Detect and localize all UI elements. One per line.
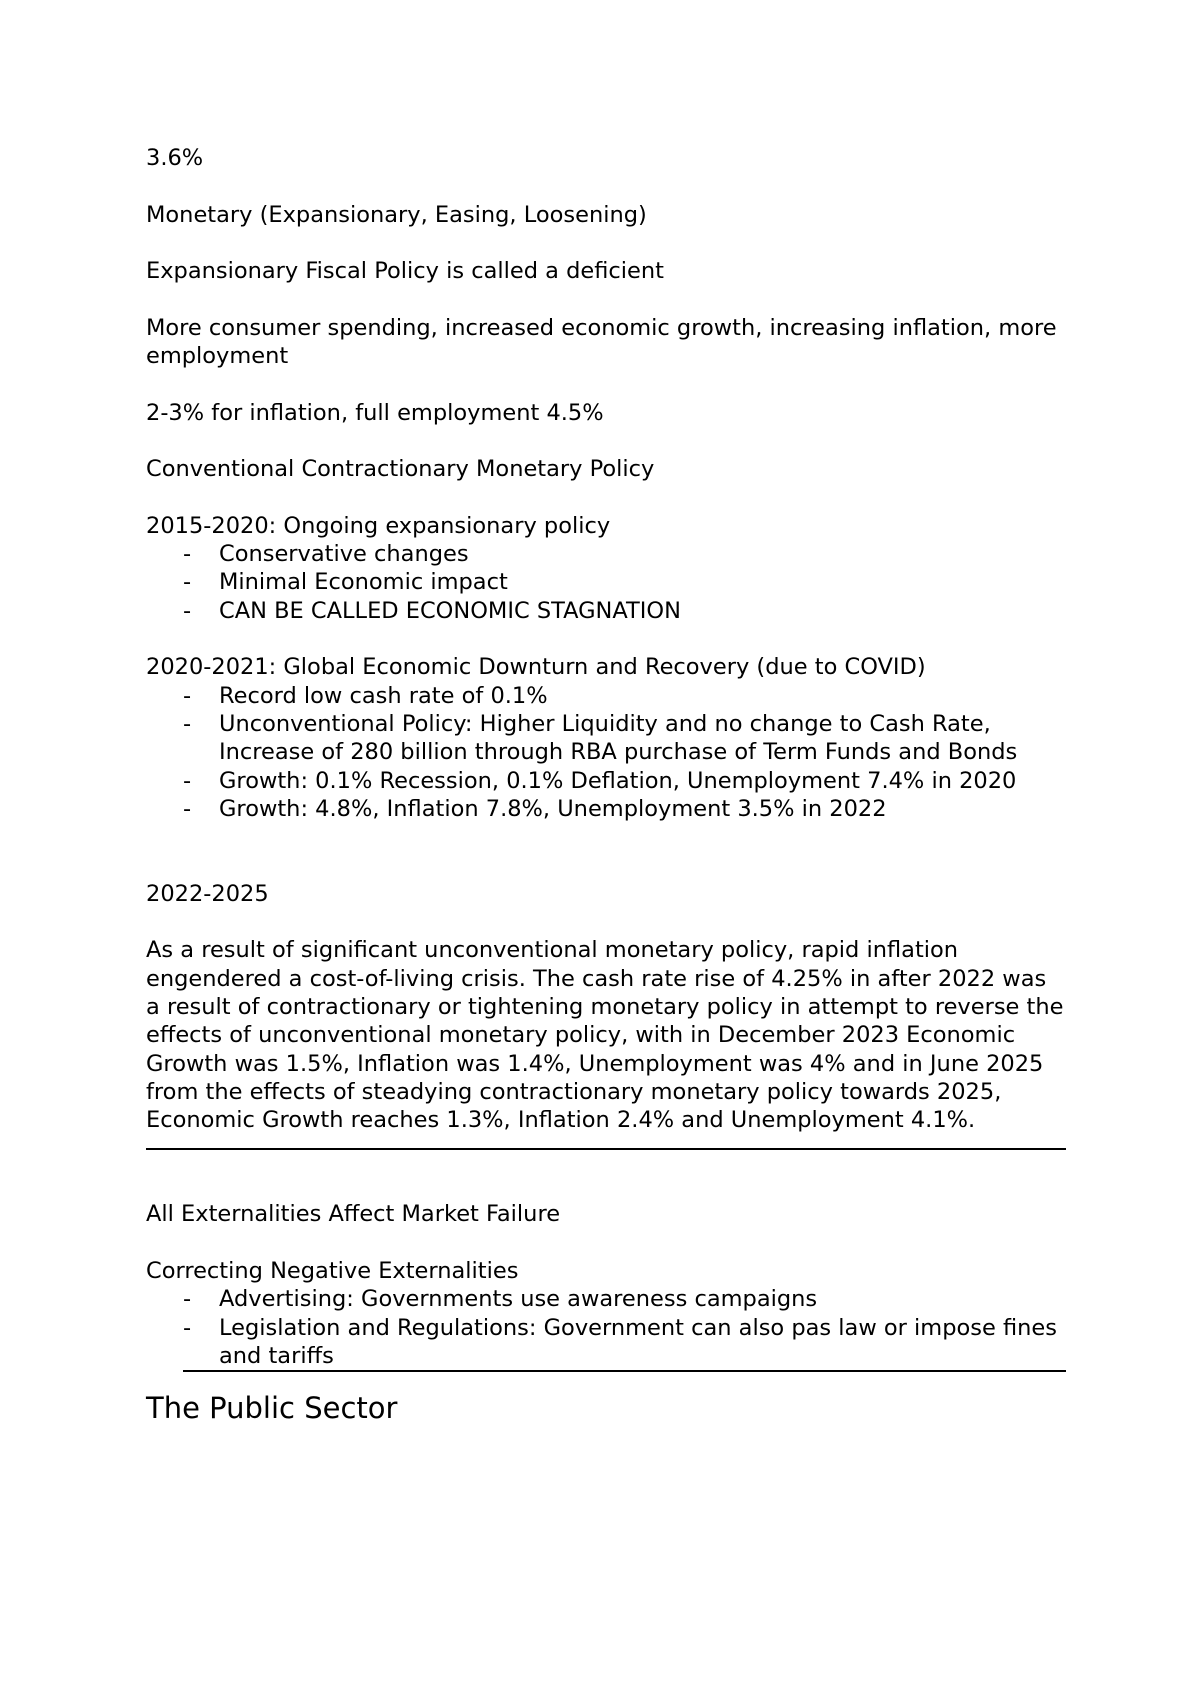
rate-line: 3.6% — [146, 145, 204, 171]
bullet-dash: - — [183, 541, 192, 568]
period-2015-section — [146, 512, 1066, 625]
period-2020-section — [146, 653, 1066, 823]
effects-line: More consumer spending, increased economic growth, increasing inflation, more employment — [146, 314, 1057, 370]
list-item-text: Unconventional Policy: Higher Liquidity and no change to Cash Rate, Increase of 280 billion through RBA purchase of Term Funds and Bonds — [219, 710, 1018, 766]
list-item-text: Growth: 0.1% Recession, 0.1% Deflation, Unemployment 7.4% in 2020 — [219, 767, 1017, 794]
list-item — [146, 710, 1066, 767]
bullet-dash: - — [183, 767, 192, 794]
targets-line: 2-3% for inflation, full employment 4.5% — [146, 399, 604, 426]
spacer — [146, 851, 1066, 879]
externalities-section — [146, 1257, 1066, 1370]
bullet-dash: - — [183, 710, 192, 737]
bullet-dash: - — [183, 795, 192, 822]
list-item-text: Conservative changes — [219, 541, 469, 568]
list-item-text: Record low cash rate of 0.1% — [219, 682, 548, 709]
bullet-dash: - — [183, 1314, 192, 1341]
section-heading: The Public Sector — [146, 1391, 398, 1426]
list-item-text: Growth: 4.8%, Inflation 7.8%, Unemployment 3.5% in 2022 — [219, 795, 887, 822]
list-item — [146, 1314, 1066, 1371]
list-item — [146, 767, 1066, 795]
period-2015-list — [146, 540, 1066, 625]
list-item — [146, 568, 1066, 596]
list-item — [146, 540, 1066, 568]
list-item — [146, 597, 1066, 625]
horizontal-rule — [183, 1370, 1066, 1372]
bullet-dash: - — [183, 682, 192, 709]
fiscal-line: Expansionary Fiscal Policy is called a deficient — [146, 258, 664, 285]
conventional-line: Conventional Contractionary Monetary Policy — [146, 456, 655, 483]
list-item-text: Minimal Economic impact — [219, 569, 508, 596]
list-item — [146, 1285, 1066, 1313]
bullet-dash: - — [183, 1286, 192, 1313]
list-item-text: Legislation and Regulations: Government can also pas law or impose fines and tariffs — [219, 1314, 1057, 1369]
externalities-subtitle: Correcting Negative Externalities — [146, 1257, 519, 1284]
bullet-dash: - — [183, 569, 192, 596]
spacer — [146, 1150, 1066, 1200]
list-item-text: Advertising: Governments use awareness campaigns — [219, 1286, 818, 1313]
monetary-line: Monetary (Expansionary, Easing, Loosening) — [146, 201, 647, 228]
period-2022-body: As a result of significant unconventional monetary policy, rapid inflation engendered a cost-of-living crisis. The cash rate rise of 4.25% in after 2022 was a result of contractionary or tightening monetary policy in attempt to reverse the effects of unconventional monetary policy, with in December 2023 Economic Growth was 1.5%, Inflation was 1.4%, Unemployment was 4% and in June 2025 from the effects of steadying contractionary monetary policy towards 2025, Economic Growth reaches 1.3%, Inflation 2.4% and Unemployment 4.1%. — [146, 937, 1064, 1134]
period-2022-title: 2022-2025 — [146, 880, 269, 907]
externalities-list — [146, 1285, 1066, 1370]
period-2020-list — [146, 682, 1066, 823]
list-item — [146, 682, 1066, 710]
period-2015-title: 2015-2020: Ongoing expansionary policy — [146, 512, 611, 539]
externalities-title: All Externalities Affect Market Failure — [146, 1201, 561, 1228]
bullet-dash: - — [183, 597, 192, 624]
document-page — [146, 144, 1066, 1426]
list-item — [146, 795, 1066, 823]
list-item-text: CAN BE CALLED ECONOMIC STAGNATION — [219, 597, 681, 624]
period-2020-title: 2020-2021: Global Economic Downturn and Recovery (due to COVID) — [146, 654, 926, 681]
